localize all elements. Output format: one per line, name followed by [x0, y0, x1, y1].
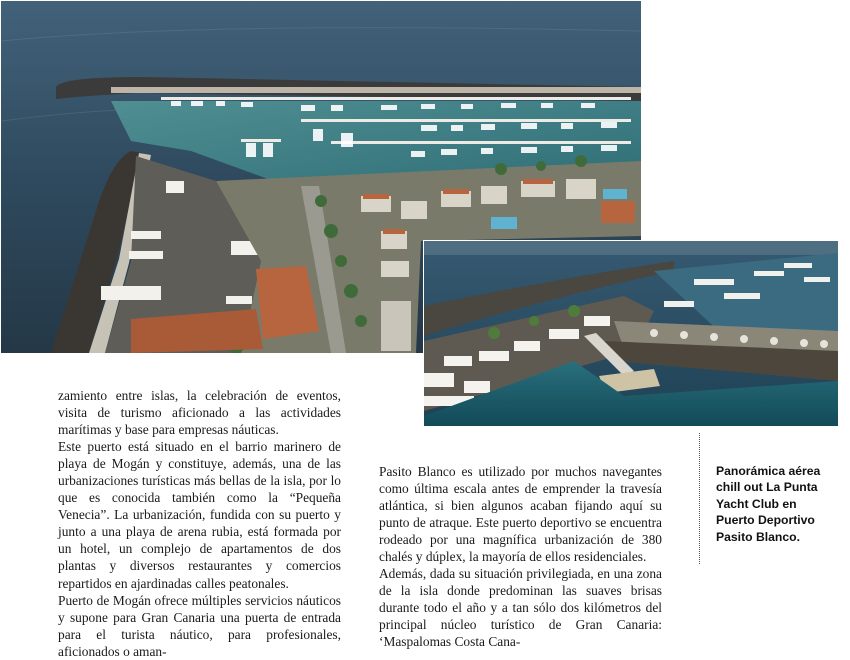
caption-divider — [699, 433, 700, 564]
article-column-middle — [379, 463, 662, 651]
paragraph: zamiento entre islas, la celebración de eventos, visita de turismo aficionado a las actividades marítimas y base para empresas náuticas. — [58, 388, 341, 438]
article-column-left — [58, 387, 341, 660]
yacht-club-aerial-photo — [423, 240, 839, 427]
paragraph: Este puerto está situado en el barrio marinero de playa de Mogán y constituye, además, una de las urbanizaciones turísticas más bellas de la isla, por lo que es conocida también como la “Pequeña Venecia”. La urbanización, fundida con su puerto y junto a una playa de arena rubia, está formada por un hotel, un complejo de apartamentos de dos plantas y diversos restaurantes y comercios repartidos en ajardinadas calles peatonales. — [58, 439, 341, 591]
photo-caption: Panorámica aérea chill out La Punta Yacht Club en Puerto Deportivo Pasito Blanco. — [716, 464, 821, 544]
paragraph: Puerto de Mogán ofrece múltiples servicios náuticos y supone para Gran Canaria una puerta de entrada para el turista náutico, para profesionales, aficionados o aman- — [58, 592, 341, 659]
paragraph: Pasito Blanco es utilizado por muchos navegantes como última escala antes de emprender la travesía atlántica, si bien algunos acaban fijando aquí su punto de atraque. Este puerto deportivo se encuentra rodeado por una magnífica urbanización de 380 chalés y dúplex, la mayoría de ellos residenciales. — [379, 464, 662, 565]
paragraph: Además, dada su situación privilegiada, en una zona de la isla donde predominan las suaves brisas durante todo el año y a tan sólo dos kilómetros del principal núcleo turístico de Gran Canaria: ‘Maspalomas Costa Cana- — [379, 566, 662, 650]
